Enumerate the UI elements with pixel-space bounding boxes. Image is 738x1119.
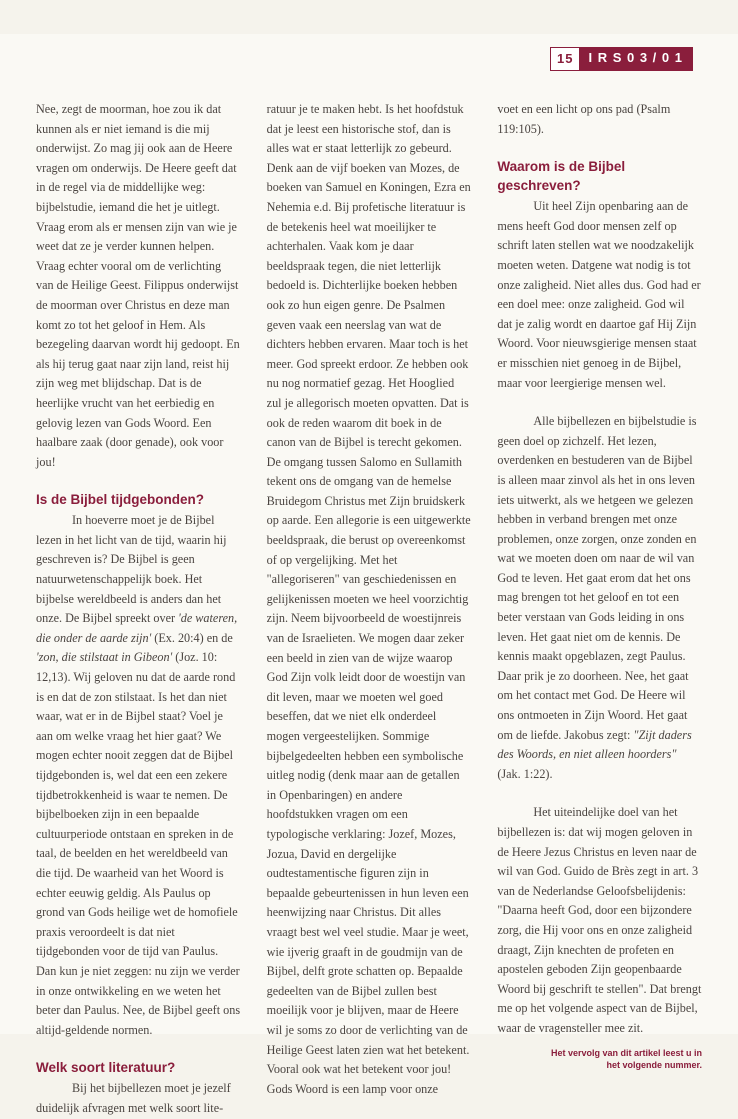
column-1: [36, 100, 241, 1119]
paragraph: Uit heel Zijn openbaring aan de mens heeft God door mensen zelf op schrift laten stellen wat we noodzakelijk moeten weten. Datgene wat nodig is tot onze zaligheid. Niet alles dus. God had er een doel mee: onze zaligheid. God wil dat je zalig wordt en daartoe gaf Hij Zijn Woord. Voor nieuwsgierige mensen staat er misschien niet genoeg in de Bijbel, maar voor leergierige mensen wel.: [497, 199, 701, 390]
paragraph: Het uiteindelijke doel van het bijbellezen is: dat wij mogen geloven in de Heere Jezus Christus en leven naar de wil van God. Guido de Brès zegt in art. 3 van de Nederlandse Geloofsbelijdenis: "Daarna heeft God, door een bijzondere zorg, die Hij voor ons en onze zaligheid draagt, Zijn knechten de profeten en apostelen geboden Zijn geopenbaarde Woord bij geschrift te stellen". Dat brengt me op het volgende aspect van de Bijbel, waar de vragensteller mee zit.: [497, 805, 702, 1035]
page-number: 15: [550, 47, 580, 71]
continuation-note: Het vervolg van dit artikel leest u in het volgende nummer.: [550, 1047, 703, 1070]
section-heading: Is de Bijbel tijdgebonden?: [36, 492, 205, 508]
section-heading: Welk soort literatuur?: [36, 1060, 176, 1076]
section-heading: Waarom is de Bijbel geschreven?: [497, 159, 626, 194]
paragraph: In hoeverre moet je de Bijbel lezen in het licht van de tijd, waarin hij geschreven is? De Bijbel is geen natuurwetenschappelijk boek. Het bijbelse wereldbeeld is anders dan het onze. De Bijbel spreekt over 'de wateren, die onder de aarde zijn' (Ex. 20:4) en de 'zon, die stilstaat in Gibeon' (Joz. 10: 12,13). Wij geloven nu dat de aarde rond is en dat de zon stilstaat. Is het dan niet waar, wat er in de Bijbel staat? Voel je aan om welke vraag het hier gaat? We mogen echter nooit zeggen dat de Bijbel tijdgebonden is, wel dat een een zekere tijdbetrokkenheid is waar te nemen. De bijbelboeken zijn in een bepaalde cultuurperiode ontstaan en spreken in de taal, de beelden en het wereldbeeld van die tijd. De waarheid van het Woord is echter eeuwig geldig. Als Paulus op grond van Gods heilige wet de homofiele praxis veroordeelt is dat niet tijdgebonden voor de tijd van Paulus. Dan kun je niet zeggen: nu zijn we verder in onze ontwikkeling en we weten het beter dan Paulus. Nee, de Bijbel geeft ons altijd-geldende normen.: [36, 513, 241, 1037]
article-body: [36, 100, 702, 1119]
quote: 'zon, die stilstaat in Gibeon': [36, 650, 173, 665]
issue-title: I R S 0 3 / 0 1: [580, 47, 693, 71]
quote: 'de wateren, die onder de aarde zijn': [36, 611, 238, 645]
quote: "Zijt daders des Woords, en niet alleen hoorders": [497, 727, 692, 762]
paragraph: voet en een licht op ons pad (Psalm 119:105).: [497, 102, 671, 136]
column-2: [267, 100, 472, 1119]
issue-badge: [550, 47, 693, 71]
paragraph: Alle bijbellezen en bijbelstudie is geen doel op zichzelf. Het lezen, overdenken en bestuderen van de Bijbel is alleen maar zinvol als het in ons leven iets uitwerkt, als we hetgeen we gelezen hebben in verband brengen met onze problemen, onze zorgen, onze zonden en wat we moeten doen om naar de wil van God te leven. Het gaat erom dat het ons mag brengen tot het geloof en tot een beter verstaan van Gods leiding in ons leven. Het gaat niet om de kennis. De kennis maakt opgeblazen, zegt Paulus. Daar prik je zo doorheen. Nee, het gaat om het contact met God. De Heere wil ons ontmoeten in Zijn Woord. Het gaat om de liefde. Jakobus zegt: "Zijt daders des Woords, en niet alleen hoorders" (Jak. 1:22).: [497, 414, 697, 781]
paragraph: Bij het bijbellezen moet je jezelf duidelijk afvragen met welk soort lite-: [36, 1081, 231, 1115]
paragraph: ratuur je te maken hebt. Is het hoofdstuk dat je leest een historische stof, dan is alles wat er staat letterlijk zo gebeurd. Denk aan de vijf boeken van Mozes, de boeken van Samuel en Koningen, Ezra en Nehemia e.d. Bij profetische literatuur is de betekenis heel wat moeilijker te achterhalen. Vaak kom je daar beeldspraak tegen, die niet letterlijk bedoeld is. Dichterlijke boeken hebben ook zo hun eigen genre. De Psalmen geven vaak een neerslag van wat de dichters hebben ervaren. Maar toch is het meer. God spreekt erdoor. Ze hebben ook nu nog normatief gezag. Het Hooglied zul je allegorisch moeten opvatten. Dat is ook de reden waarom dit boek in de canon van de Bijbel is terecht gekomen. De omgang tussen Salomo en Sullamith tekent ons de omgang van de hemelse Bruidegom Christus met Zijn bruidskerk op aarde. Een allegorie is een uitgewerkte beeldspraak, die berust op overeenkomst of op vergelijking. Met het "allegoriseren" van geschiedenissen en gelijkenissen moeten we heel voorzichtig zijn. Neem bijvoorbeeld de woestijnreis van de Israelieten. We mogen daar zeker een beeld in zien van de wijze waarop God Zijn volk leidt door de woestijn van dit leven, maar we moeten wel goed beseffen, dat we niet elk onderdeel mogen vergeestelijken. Sommige bijbelgedeelten hebben een symbolische uitleg nodig (denk maar aan de getallen in Openbaringen) en andere hoofdstukken vragen om een typologische verklaring: Jozef, Mozes, Jozua, David en dergelijke oudtestamentische figuren zijn in bepaalde gebeurtenissen in hun leven een heenwijzing naar Christus. Dit alles vraagt best wel veel studie. Maar je weet, wie ijverig graaft in de goudmijn van de Bijbel, delft grote schatten op. Bepaalde gedeelten van de Bijbel zullen best moeilijk voor je blijven, maar de Heere wil je soms zo door de verlichting van de Heilige Geest laten zien wat het betekent. Vooral ook wat het betekent voor jou! Gods Woord is een lamp voor onze: [266, 102, 471, 1096]
column-3: [497, 100, 702, 1119]
paragraph: Nee, zegt de moorman, hoe zou ik dat kunnen als er niet iemand is die mij onderwijst. Zo mag jij ook aan de Heere vragen om onderwijs. De Heere geeft dat in de regel via de middellijke weg: bijbelstudie, iemand die het je uitlegt. Vraag erom als er mensen zijn van wie je weet dat ze je verder kunnen helpen. Vraag echter vooral om de verlichting van de Heilige Geest. Filippus onderwijst de moorman over Christus en deze man komt zo tot het geloof in Hem. Als bezegeling daarvan wordt hij gedoopt. En als hij terug gaat naar zijn land, reist hij zijn weg met blijdschap. Dat is de heerlijke vrucht van het eerbiedig en gelovig lezen van Gods Woord. Een haalbare zaak (door genade), ook voor jou!: [36, 102, 240, 469]
